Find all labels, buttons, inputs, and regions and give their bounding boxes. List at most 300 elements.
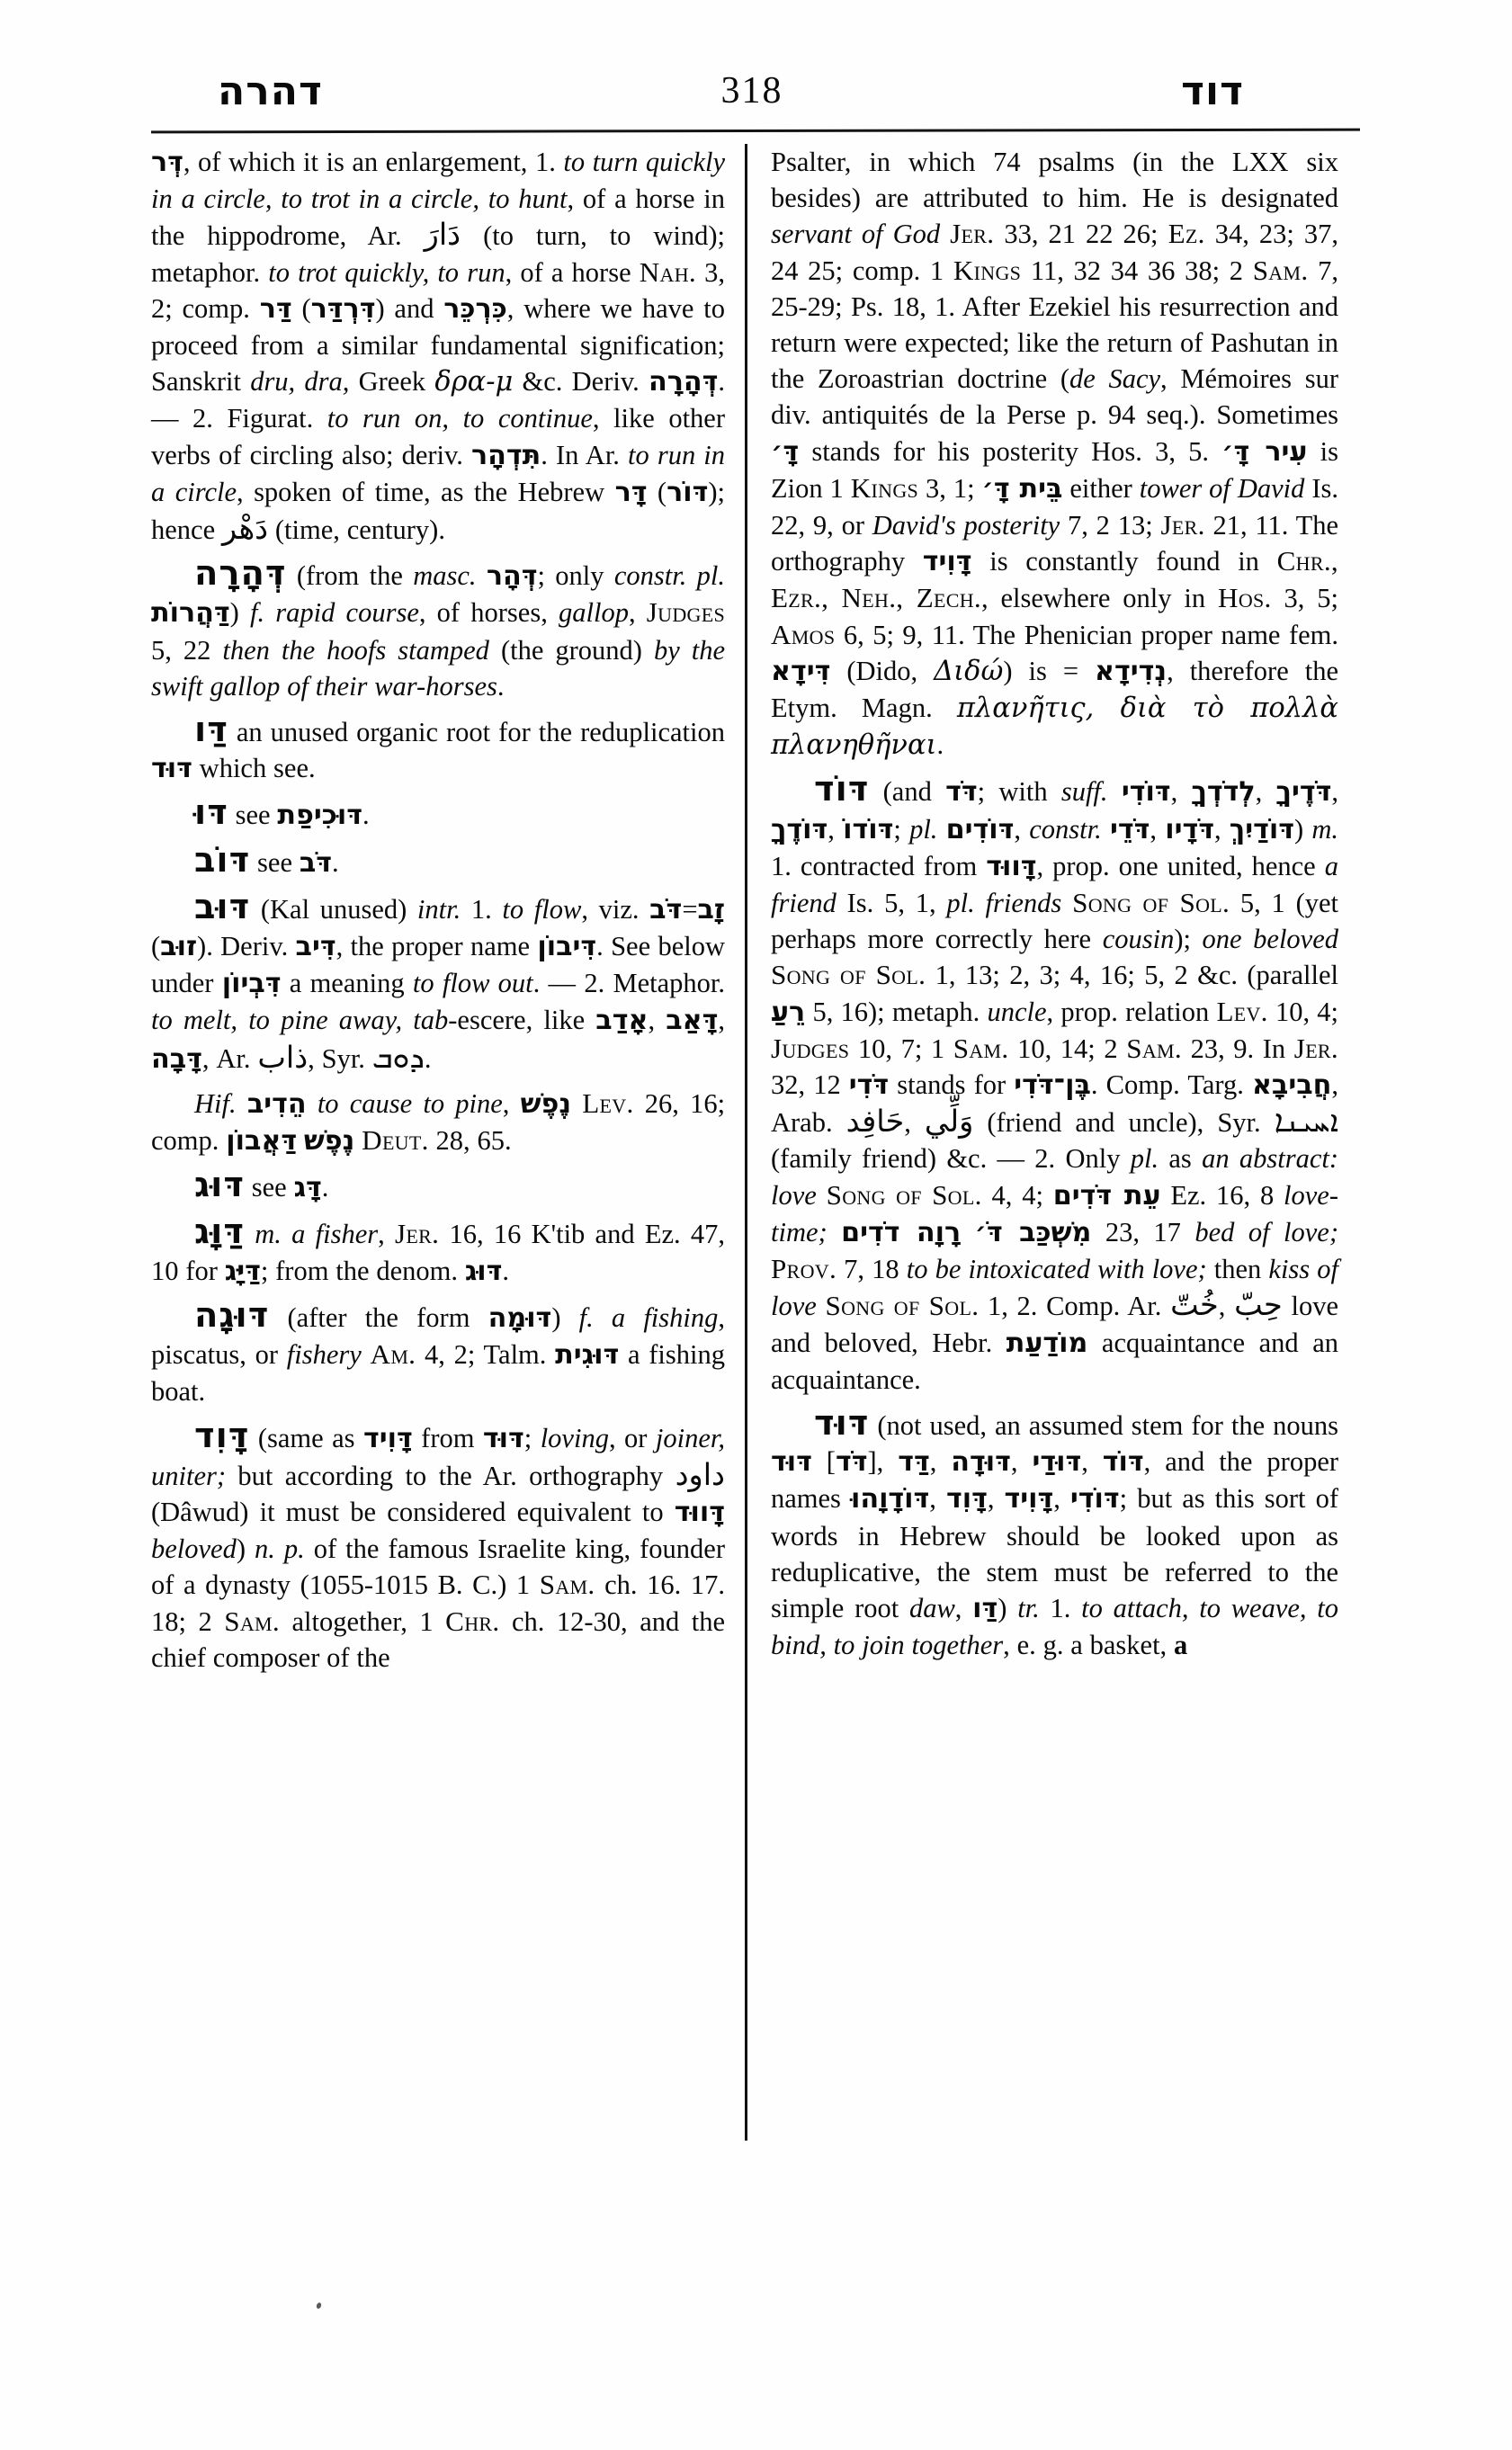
text-run: 7, 25-29; Ps. 18, 1. After Ezekiel his resurrection and return were expected; like the return of Pashutan in the Zoroastrian doctrine (	[771, 255, 1338, 395]
text-run: .	[332, 846, 339, 878]
semitic-word: دَارَ	[424, 217, 461, 253]
greek-word: πλανῆτις, διὰ τὸ πολλὰ πλανηθῆναι	[771, 693, 1338, 762]
text-run: dru, dra,	[250, 366, 350, 398]
text-run: 21, 11. The orthography	[771, 510, 1338, 577]
scripture-reference: Kings	[850, 471, 919, 504]
text-run: from	[412, 1422, 483, 1453]
text-run	[477, 560, 487, 591]
scripture-reference: Sam.	[1252, 254, 1309, 286]
text-run: f. a fishing	[578, 1301, 719, 1333]
text-run: suff.	[1060, 776, 1108, 808]
scripture-reference: Am.	[370, 1338, 416, 1371]
text-run: ). Deriv.	[197, 931, 296, 962]
text-run: to run in a circle	[151, 439, 726, 507]
hebrew-word: דִּרְדַּר	[310, 292, 376, 325]
text-run: (	[151, 931, 161, 962]
text-run: ; but as this sort of words in Hebrew should be looked upon as reduplicative, the stem must be referred to the simple root	[771, 1483, 1338, 1623]
scripture-reference: Nah.	[639, 255, 696, 288]
text-run: , e. g. a basket,	[1003, 1630, 1175, 1661]
scripture-reference: Sam.	[1126, 1032, 1182, 1064]
text-run: m.	[1311, 813, 1339, 845]
text-run	[354, 1125, 362, 1156]
text-run: is constantly found in	[971, 546, 1277, 577]
text-run	[1108, 776, 1122, 807]
hebrew-word: נֶפֶשׁ	[520, 1087, 572, 1120]
text-run: 1.	[461, 893, 503, 925]
hebrew-word: נְדִידָא	[1095, 655, 1168, 687]
hebrew-word: דּוּ	[194, 792, 228, 834]
text-run: ; with	[977, 776, 1061, 808]
text-run: . — 2. Figurat.	[151, 366, 725, 434]
scripture-reference: Jer.	[1160, 509, 1205, 541]
text-run: (to turn, to wind); metaphor.	[151, 220, 725, 288]
entry-paragraph	[771, 769, 1339, 1397]
entry-paragraph	[151, 886, 726, 1077]
text-run: .	[321, 1172, 329, 1203]
entry-paragraph	[151, 712, 725, 787]
hebrew-word: הֵדִיב	[246, 1087, 307, 1120]
hebrew-word: דּוּג	[194, 1165, 245, 1206]
text-run: 6, 5; 9, 11. The Phenician proper name fem.	[835, 619, 1338, 650]
hebrew-word: דֹּדִי	[848, 1069, 890, 1102]
scripture-reference: Prov.	[771, 1253, 837, 1285]
text-run: . In Ar.	[541, 439, 629, 470]
text-run: 32, 12	[771, 1069, 849, 1101]
hebrew-word: זוּב	[160, 931, 198, 963]
text-run: by the swift gallop of their war-horses	[151, 634, 725, 702]
hebrew-word: עִיר דָּ׳	[1221, 435, 1308, 468]
semitic-word: وَلِّي	[924, 1104, 974, 1140]
page-number: 318	[720, 70, 783, 112]
text-run: uncle	[987, 996, 1047, 1027]
text-run	[961, 1217, 974, 1247]
semitic-word: دَهْر	[221, 511, 269, 547]
text-run: m. a fisher	[255, 1219, 379, 1250]
text-run: fishery	[286, 1339, 362, 1371]
text-run: de Sacy	[1069, 363, 1161, 395]
entry-paragraph	[151, 1294, 725, 1410]
hebrew-word: דּוֹדִי	[1121, 776, 1171, 809]
text-run: , or	[608, 1422, 656, 1453]
semitic-word: حِبّ	[1234, 1287, 1283, 1323]
text-run: , of horses,	[418, 597, 559, 629]
text-run: David's posterity	[872, 510, 1060, 541]
text-run: 3, 2; comp.	[151, 256, 726, 324]
text-run: ,	[1218, 1291, 1235, 1322]
text-run: 33, 21 22 26;	[994, 219, 1168, 250]
text-run: beloved	[151, 1533, 237, 1565]
scripture-reference: Song of Sol.	[826, 1178, 982, 1211]
hebrew-word: אָדַב	[595, 1005, 649, 1037]
text-run: pl.	[1130, 1143, 1159, 1175]
text-run: as	[1159, 1143, 1203, 1175]
hebrew-word: דּוֹב	[194, 839, 251, 881]
text-run: 7, 2 13;	[1060, 510, 1161, 541]
text-run: a friend	[771, 850, 1338, 919]
hebrew-word: דִּידָא	[771, 655, 831, 687]
text-run: , the proper name	[336, 931, 538, 962]
text-run: then	[1206, 1254, 1269, 1285]
text-run: (same as	[249, 1422, 363, 1453]
text-run: ,	[828, 813, 844, 845]
text-run	[817, 1180, 827, 1211]
hebrew-word: דּוֹר	[667, 476, 709, 508]
text-run: 11, 32 34 36 38; 2	[1021, 255, 1253, 286]
text-run: ,	[1170, 776, 1192, 808]
text-run: is Zion 1	[771, 435, 1338, 504]
text-run: to turn quickly in a circle, to trot in a circle, to hunt	[151, 147, 725, 215]
hebrew-word: דֹּד	[835, 1446, 868, 1479]
hebrew-word: דּוֹדָוָהוּ	[850, 1483, 930, 1516]
scripture-reference: Song of Sol.	[825, 1290, 980, 1322]
text-run: (	[291, 292, 311, 324]
text-run: 7, 18	[837, 1254, 907, 1285]
text-run	[817, 1291, 826, 1321]
running-head	[162, 56, 1354, 112]
semitic-word: ذاب	[257, 1039, 309, 1075]
text-run: ) is =	[1003, 655, 1096, 686]
text-run: 34, 23; 37, 24 25; comp. 1	[771, 219, 1338, 286]
text-run: to flow out	[412, 968, 533, 999]
hebrew-word: דַּו	[194, 710, 228, 751]
text-run: , prop. relation	[1046, 996, 1217, 1027]
text-run: , prop. one united, hence	[1036, 850, 1325, 881]
text-run: see	[228, 800, 278, 831]
scripture-reference: Judges	[646, 596, 726, 629]
text-run: , Syr.	[308, 1042, 372, 1074]
text-run: acquaintance and an acquaintance.	[771, 1327, 1338, 1395]
text-run: , where we have to proceed from a similar fundamental signification; Sanskrit	[151, 292, 725, 398]
text-run: -escere, like	[448, 1005, 596, 1036]
text-run: (friend and uncle), Syr.	[973, 1107, 1275, 1139]
text-run: ; from the denom.	[260, 1255, 465, 1286]
text-run: , and the proper names	[771, 1446, 1339, 1515]
hebrew-word: עֵת דֹּדִים	[1052, 1179, 1161, 1212]
hebrew-word: דָּר	[614, 476, 648, 508]
text-run: 10, 14; 2	[1008, 1033, 1127, 1064]
text-run: kiss of love	[771, 1254, 1338, 1322]
scripture-reference: Sam.	[953, 1032, 1009, 1064]
scripture-reference: Jer.	[950, 218, 995, 250]
text-run: ,	[502, 1087, 521, 1119]
text-run: Hif.	[194, 1087, 237, 1119]
text-run: stands for his posterity Hos. 3, 5.	[799, 435, 1222, 467]
text-run: ,	[1010, 1446, 1033, 1478]
hebrew-word: בֶּן־דֹּדִי	[1014, 1069, 1091, 1102]
scripture-reference: Chr.	[445, 1605, 500, 1637]
semitic-word: داود	[675, 1456, 725, 1492]
text-run: 10, 7; 1	[849, 1033, 953, 1064]
text-run: 3, 5;	[1271, 583, 1338, 614]
entry-paragraph	[151, 1167, 725, 1206]
text-run: ,	[987, 1483, 1005, 1515]
text-run: ,	[1213, 813, 1230, 845]
hebrew-word: רֵעַ	[771, 996, 806, 1028]
text-run: )	[551, 1301, 579, 1333]
hebrew-word: דִּבְיוֹן	[221, 968, 282, 1000]
hebrew-word: דּוֹדֶךָ	[771, 813, 828, 845]
text-run: (not used, an assumed stem for the nouns	[869, 1409, 1338, 1441]
text-run: , of a horse	[505, 256, 640, 288]
text-run: to run on, to continue	[327, 403, 593, 434]
text-run: ,	[1081, 1446, 1103, 1478]
hebrew-word: דָּוִיד	[362, 1422, 413, 1454]
text-run: ,	[954, 1592, 973, 1623]
text-run: then the hoofs stamped	[222, 634, 489, 666]
text-run: ) and	[375, 292, 444, 324]
hebrew-word: דִּיבוֹן	[537, 931, 597, 963]
hebrew-word: דָּווּד	[986, 850, 1037, 882]
text-run: ,	[1331, 776, 1338, 808]
text-run: . See below under	[151, 931, 725, 999]
scripture-reference: Jer.	[395, 1218, 440, 1250]
scripture-reference: Sam.	[224, 1605, 280, 1637]
scripture-reference: Chr., Ezr., Neh., Zech.	[771, 545, 1338, 614]
text-run: ch. 16. 17. 18; 2	[151, 1569, 725, 1637]
hebrew-word: דּוֹדוֹ	[843, 813, 894, 845]
text-run: see	[244, 1172, 294, 1203]
hebrew-word: דּוֹדִי	[1069, 1483, 1120, 1516]
hebrew-word: דּוּדָה	[951, 1446, 1011, 1479]
text-run: a	[1174, 1630, 1188, 1661]
text-run: (Dido,	[830, 655, 935, 686]
text-run: .	[497, 670, 505, 702]
text-run: gallop	[559, 597, 629, 629]
text-run: (family friend) &c. — 2. Only	[771, 1143, 1131, 1175]
text-run	[1061, 888, 1072, 918]
text-run: Is. 22, 9, or	[771, 472, 1338, 541]
text-run: a fishing boat.	[151, 1339, 725, 1408]
running-head-left-catchword: דהרה	[218, 68, 323, 114]
text-run: , Mémoires sur div. antiquités de la Perse p. 94 seq.). Sometimes	[771, 363, 1338, 431]
text-run: to attach, to weave, to bind, to join together	[771, 1592, 1338, 1661]
hebrew-word: כִּרְכֵּר	[443, 292, 507, 325]
text-run: 23, 17	[1091, 1216, 1195, 1247]
text-run: 5, 16); metaph.	[805, 996, 988, 1027]
entry-paragraph	[771, 1402, 1339, 1663]
text-run: =	[682, 893, 698, 925]
hebrew-word: דָּאַב	[666, 1005, 719, 1037]
text-run: an abstract: love	[771, 1143, 1338, 1211]
entry-paragraph	[771, 144, 1338, 764]
text-run: loving	[540, 1422, 609, 1453]
hebrew-word: דְּהָרָה	[648, 366, 719, 398]
hebrew-word: דְּהָרָה	[194, 553, 287, 595]
hebrew-word: דֹּדָיו	[1165, 813, 1214, 845]
hebrew-word: דֹּדֶיךָ	[1275, 776, 1332, 809]
hebrew-word: דַּוָּג	[194, 1212, 245, 1253]
text-run: 5, 22	[151, 634, 223, 666]
hebrew-word: דֹּב	[649, 893, 683, 925]
text-run: f. rapid course	[250, 597, 419, 629]
scripture-reference: Lev.	[1216, 995, 1268, 1027]
scripture-reference: Song of Sol.	[771, 959, 926, 991]
header-rule	[151, 129, 1360, 134]
text-run: to be intoxicated with love;	[906, 1254, 1207, 1285]
text-run: to trot quickly, to run	[268, 256, 505, 288]
text-run: 4, 4;	[981, 1179, 1053, 1211]
hebrew-word: דּוֹדַיִךְ	[1229, 813, 1294, 845]
scripture-reference: Hos.	[1218, 582, 1272, 614]
text-run: ,	[648, 1005, 667, 1036]
hebrew-word: דַּיָּג	[224, 1255, 261, 1287]
text-run: )	[1293, 813, 1312, 845]
running-head-right-catchword: דוד	[1181, 68, 1244, 114]
text-run: which see.	[192, 753, 316, 784]
text-run: , of a horse in the hippodrome, Ar.	[151, 183, 725, 252]
text-run: to melt, to pine away, tab	[151, 1005, 449, 1036]
text-run: &c. Deriv.	[513, 366, 649, 398]
text-run: an unused organic root for the reduplication	[228, 717, 725, 748]
semitic-word: حَافِد	[845, 1104, 905, 1140]
text-run: of the famous Israelite king, founder of a dynasty (1055-1015 B. C.) 1	[151, 1533, 725, 1601]
hebrew-word: דַּאֲבוֹן	[226, 1125, 298, 1158]
text-run	[245, 1219, 255, 1249]
hebrew-word: רָוָה דֹדִים	[841, 1216, 962, 1248]
semitic-word: ܐܚܝܢܐ	[1274, 1104, 1338, 1140]
hebrew-word: זָב	[697, 893, 726, 925]
text-run: constr.	[1029, 813, 1102, 845]
text-run: 1. contracted from	[771, 850, 987, 881]
hebrew-word: דֹּדֵי	[1109, 813, 1150, 845]
text-run	[571, 1088, 582, 1119]
text-run: , elsewhere only in	[980, 583, 1219, 614]
hebrew-word: דּוֹדִים	[945, 813, 1015, 845]
hebrew-word: דּוּד	[814, 1402, 870, 1444]
text-run: ,	[904, 1107, 925, 1139]
text-run: ,	[1053, 1483, 1070, 1515]
entry-paragraph	[151, 1086, 725, 1159]
text-run: joiner, uniter;	[151, 1422, 725, 1491]
hebrew-word: דּוּד	[771, 1446, 812, 1479]
text-run: ,	[1014, 813, 1030, 845]
text-run: 28, 65.	[428, 1125, 512, 1157]
text-run: ,	[929, 1446, 952, 1478]
hebrew-word: מוֹדַעַת	[1006, 1327, 1088, 1359]
text-run: 26, 16; comp.	[151, 1087, 726, 1157]
text-run: daw	[908, 1592, 955, 1623]
text-run: , like other verbs of circling also; deriv.	[151, 403, 725, 470]
text-run	[237, 1088, 247, 1119]
text-run: ,	[378, 1219, 395, 1250]
hebrew-word: דְּהָר	[486, 560, 538, 593]
entry-paragraph	[151, 1214, 725, 1289]
text-run	[1102, 814, 1110, 845]
text-run: love and beloved, Hebr.	[771, 1291, 1338, 1358]
greek-word: δρα-μ	[434, 366, 514, 398]
hebrew-word: דָּבָה	[151, 1042, 202, 1075]
hebrew-word: דָּווּד	[674, 1496, 725, 1528]
text-run: , therefore the Etym. Magn.	[771, 655, 1338, 724]
text-run: see	[250, 846, 300, 878]
text-run: 1, 13; 2, 3; 4, 16; 5, 2 &c. (parallel	[926, 960, 1338, 991]
hebrew-word: דּוֹד	[814, 769, 870, 810]
text-run: (and	[869, 776, 946, 808]
text-run	[307, 1088, 318, 1119]
hebrew-word: דַּד	[898, 1446, 930, 1479]
text-run: , piscatus, or	[151, 1301, 725, 1371]
hebrew-word: דּוּג	[464, 1255, 503, 1287]
text-run: to flow	[502, 893, 582, 925]
text-run: ;	[893, 813, 910, 845]
text-run: 23, 9. In	[1181, 1033, 1294, 1064]
scripture-reference: Judges	[771, 1032, 850, 1064]
text-run: , of which it is an enlargement, 1.	[183, 147, 564, 177]
hebrew-word: דּוּד	[482, 1422, 524, 1454]
text-run: love-time;	[771, 1179, 1338, 1247]
text-run: 1.	[1039, 1592, 1082, 1623]
text-run: ,	[1150, 813, 1166, 845]
text-run: but according to the Ar. orthography	[226, 1460, 675, 1491]
semitic-word: ܕܘܒ	[371, 1039, 425, 1075]
hebrew-word: דָּג	[293, 1172, 322, 1204]
text-run: Greek	[349, 366, 435, 398]
text-run: (from the	[286, 560, 414, 592]
entry-paragraph	[151, 792, 725, 834]
text-run: (	[647, 476, 667, 507]
hebrew-word: דָּוִד	[194, 1415, 250, 1456]
scan-speck	[316, 2302, 322, 2309]
hebrew-word: בֵּית דָּ׳	[981, 472, 1063, 505]
text-run: stands for	[889, 1069, 1015, 1101]
text-run: ; only	[537, 560, 614, 592]
text-run: )	[236, 1533, 255, 1565]
hebrew-word: דַּהֲרוֹת	[151, 597, 230, 630]
text-run: 5, 1 (yet perhaps more correctly here	[771, 888, 1338, 955]
entry-paragraph	[151, 1415, 726, 1676]
hebrew-word: תִּדְהָר	[470, 439, 541, 471]
text-run: pl.	[909, 813, 938, 845]
text-run: , Ar.	[201, 1042, 258, 1074]
text-run: , spoken of time, as the Hebrew	[237, 476, 615, 507]
text-run: ,	[628, 597, 647, 629]
text-run: )	[998, 1592, 1018, 1623]
text-run: Is. 5, 1,	[836, 888, 947, 919]
text-run: constr. pl.	[613, 560, 726, 592]
text-run: (the ground)	[488, 634, 654, 666]
text-run: 1, 2. Comp. Ar.	[979, 1291, 1171, 1322]
hebrew-word: דּוּדַי	[1032, 1446, 1082, 1479]
left-column	[151, 144, 745, 2141]
text-run: 10, 4;	[1267, 996, 1338, 1027]
hebrew-word: דּוּב	[194, 886, 251, 927]
hebrew-word: דּוּכִיפַת	[277, 800, 362, 832]
text-run: ],	[867, 1446, 899, 1478]
hebrew-word: דּוּמָה	[488, 1301, 552, 1334]
text-run: (time, century).	[268, 514, 445, 546]
text-run: tower of David	[1139, 472, 1305, 504]
hebrew-word: נֶפֶשׁ	[303, 1125, 355, 1158]
hebrew-word: דָּוִיד	[922, 546, 972, 578]
hebrew-word: מִשְׁכַּב דֹּ׳	[974, 1216, 1092, 1248]
text-run: n. p.	[254, 1533, 305, 1565]
text-run: . — 2. Metaphor.	[532, 968, 725, 999]
scripture-reference: Sam.	[539, 1569, 595, 1601]
hebrew-word: דַּו	[972, 1592, 998, 1624]
text-run: ,	[718, 1005, 725, 1036]
text-run: ch. 12-30, and the chief composer of the	[151, 1605, 726, 1673]
hebrew-word: חֲבִיבָא	[1251, 1069, 1332, 1102]
hebrew-word: דָּ׳	[771, 435, 800, 468]
text-run: Ez. 16, 8	[1160, 1179, 1284, 1211]
column-container	[151, 144, 1360, 2141]
hebrew-word: דּוֹד	[1102, 1446, 1144, 1479]
text-run: (after the form	[269, 1301, 488, 1333]
semitic-word: خُتّ	[1170, 1287, 1219, 1323]
entry-paragraph	[151, 839, 725, 881]
text-run: .	[502, 1255, 510, 1286]
hebrew-word: דּוּד	[151, 753, 192, 785]
